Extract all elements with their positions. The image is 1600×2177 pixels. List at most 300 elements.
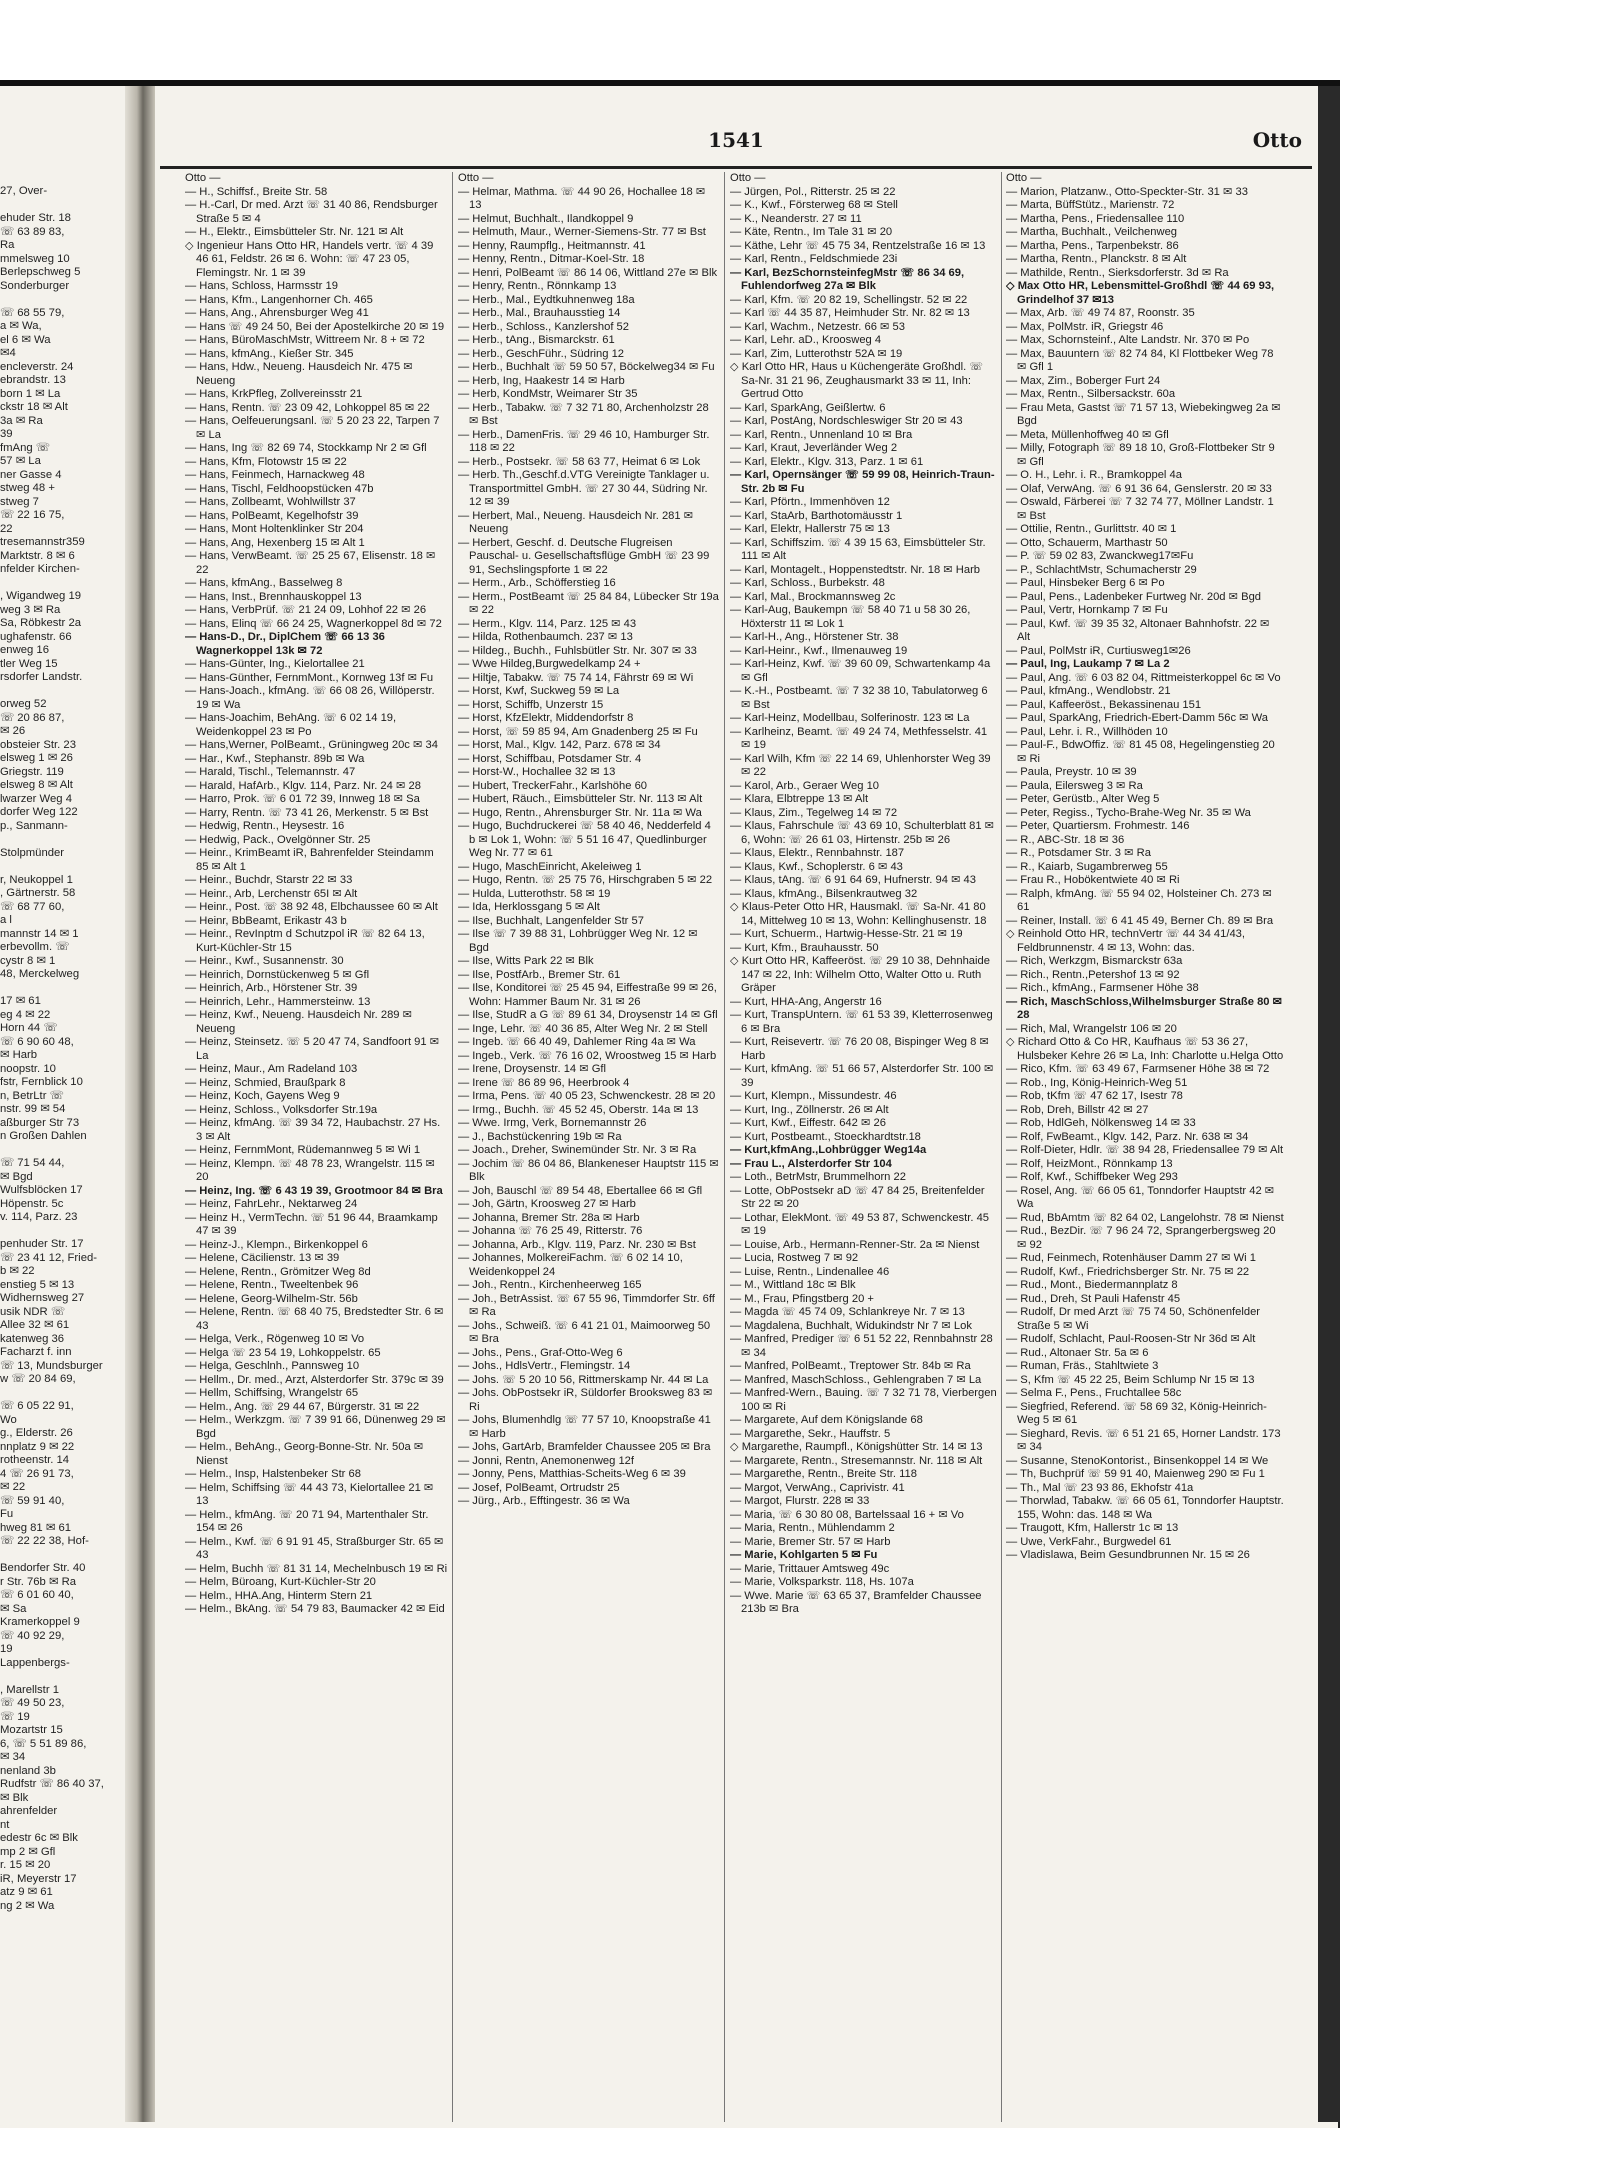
directory-entry: — Vladislawa, Beim Gesundbrunnen Nr. 15 ✉ 26	[1006, 1549, 1250, 1561]
directory-entry: — Helmar, Mathma. ☏ 44 90 26, Hochallee 18 ✉ 13	[458, 185, 706, 211]
directory-entry: — Kurt, Kwf., Eiffestr. 642 ✉ 26	[730, 1117, 886, 1129]
directory-entry: — R., Potsdamer Str. 3 ✉ Ra	[1006, 847, 1151, 859]
left-page-line: Berlepschweg 5	[0, 266, 81, 278]
directory-entry: — Rud., Dreh, St Pauli Hafenstr 45	[1006, 1292, 1181, 1305]
left-page-line: ✉4	[0, 347, 16, 359]
directory-entry: — Max, Rentn., Silbersackstr. 60a	[1006, 388, 1176, 400]
directory-entry: — Horst, Mal., Klgv. 142, Parz. 678 ✉ 34	[458, 739, 661, 751]
directory-entry: — Oswald, Färberei ☏ 7 32 74 77, Möllner Landstr. 1 ✉ Bst	[1006, 496, 1274, 522]
directory-entry: — Paul, Kaffeeröst., Bekassinenau 151	[1006, 698, 1202, 711]
directory-entry: — Jonny, Pens, Matthias-Scheits-Weg 6 ✉ 39	[458, 1468, 686, 1480]
left-page-line: ng 2 ✉ Wa	[0, 1899, 55, 1912]
directory-entry: — Harro, Prok. ☏ 6 01 72 39, Innweg 18 ✉ Sa	[185, 793, 420, 805]
directory-entry: — Hans, Kfm, Flotowstr 15 ✉ 22	[185, 455, 347, 468]
left-page-line: aßburger Str 73	[0, 1116, 80, 1129]
directory-entry: — Rudolf, Schlacht, Paul-Roosen-Str Nr 36d ✉ Alt	[1006, 1333, 1256, 1345]
directory-entry: — Selma F., Pens., Fruchtallee 58c	[1006, 1387, 1182, 1399]
directory-entry: Otto —	[185, 172, 221, 184]
directory-entry: — Margarethe, Sekr., Hauffstr. 5	[730, 1427, 891, 1440]
directory-entry: — Hans, kfmAng., Basselweg 8	[185, 577, 343, 589]
directory-entry: — Heinz, Klempn. ☏ 48 78 23, Wrangelstr. 115 ✉ 20	[185, 1157, 435, 1183]
directory-entry: — Hans-D., Dr., DiplChem ☏ 66 13 36 Wagnerkoppel 13k ✉ 72	[185, 631, 385, 657]
left-page-line: Mozartstr 15	[0, 1724, 63, 1736]
left-page-line	[0, 293, 122, 307]
directory-entry: — Heinrich, Arb., Hörstener Str. 39	[185, 982, 358, 994]
directory-entry: — Ilse, PostfArb., Bremer Str. 61	[458, 968, 621, 981]
directory-column-4	[1006, 172, 1284, 2127]
directory-entry: — Klaus, kfmAng., Bilsenkrautweg 32	[730, 887, 918, 900]
directory-entry: — Rudolf, Kwf., Friedrichsberger Str. Nr. 75 ✉ 22	[1006, 1265, 1250, 1278]
directory-entry: — Irmg., Buchh. ☏ 45 52 45, Oberstr. 14a ✉ 13	[458, 1103, 699, 1116]
directory-entry: — Henny, Rentn., Ditmar-Koel-Str. 18	[458, 253, 645, 265]
directory-entry: — Harry, Rentn. ☏ 73 41 26, Merkenstr. 5 ✉ Bst	[185, 806, 429, 819]
directory-entry: — Joh., Rentn., Kirchenheerweg 165	[458, 1279, 642, 1291]
column-rule	[1001, 172, 1002, 2122]
directory-entry: — Herb., DamenFris. ☏ 29 46 10, Hamburger Str. 118 ✉ 22	[458, 428, 710, 454]
left-page-line: a ✉ Wa,	[0, 320, 42, 332]
directory-entry: Otto —	[730, 172, 766, 184]
directory-entry: — Karl, Pförtn., Immenhöven 12	[730, 496, 890, 508]
left-page-line: Wulfsblöcken 17	[0, 1184, 83, 1196]
left-page-line: ☏ 22 16 75,	[0, 509, 65, 521]
left-page-line: v. 114, Parz. 23	[0, 1211, 78, 1223]
directory-entry: — Rudolf, Dr med Arzt ☏ 75 74 50, Schönenfelder Straße 5 ✉ Wi	[1006, 1306, 1261, 1332]
directory-entry: — R., ABC-Str. 18 ✉ 36	[1006, 833, 1125, 846]
directory-entry: — Karl, PostAng, Nordschleswiger Str 20 ✉ 43	[730, 415, 963, 427]
directory-entry: — Kurt, Kfm., Brauhausstr. 50	[730, 941, 879, 954]
left-page-line	[0, 1144, 122, 1158]
directory-entry: — Helene, Georg-Wilhelm-Str. 56b	[185, 1292, 358, 1305]
directory-entry: — Paul, SparkAng, Friedrich-Ebert-Damm 56c ✉ Wa	[1006, 712, 1268, 724]
directory-entry: — Johanna, Arb., Klgv. 119, Parz. Nr. 230 ✉ Bst	[458, 1238, 696, 1251]
directory-entry: — Karl, Mal., Brockmannsweg 2c	[730, 590, 896, 603]
directory-entry: — Hans, Kfm., Langenhorner Ch. 465	[185, 293, 373, 306]
directory-entry: — Paul, Vertr, Hornkamp 7 ✉ Fu	[1006, 604, 1168, 616]
directory-entry: — Josef, PolBeamt, Ortrudstr 25	[458, 1481, 620, 1494]
directory-entry: — Heinz, Ing. ☏ 6 43 19 39, Grootmoor 84 ✉ Bra	[185, 1184, 443, 1197]
directory-entry: — Johs. ObPostsekr iR, Süldorfer Brooksweg 83 ✉ Ri	[458, 1387, 713, 1413]
directory-entry: — Kurt, Postbeamt., Stoeckhardtstr.18	[730, 1130, 921, 1143]
directory-entry: — Kurt, TranspUntern. ☏ 61 53 39, Kletterrosenweg 6 ✉ Bra	[730, 1009, 993, 1035]
directory-entry: — Harald, HafArb., Klgv. 114, Parz. Nr. 24 ✉ 28	[185, 779, 421, 792]
left-page-line: obsteier Str. 23	[0, 738, 76, 751]
directory-entry: — H., Schiffsf., Breite Str. 58	[185, 185, 328, 198]
directory-entry: ◇ Kurt Otto HR, Kaffeeröst. ☏ 29 10 38, Dehnhaide 147 ✉ 22, Inh: Wilhelm Otto, Walter Otto u. Ruth Gräper	[730, 955, 990, 994]
directory-entry: — Herb., Tabakw. ☏ 7 32 71 80, Archenholzstr 28 ✉ Bst	[458, 401, 709, 427]
directory-entry: — Herb., tAng., Bismarckstr. 61	[458, 334, 615, 346]
directory-entry: — Johs., Pens., Graf-Otto-Weg 6	[458, 1346, 623, 1359]
left-page-line: Widhernsweg 27	[0, 1292, 85, 1304]
directory-entry: — Klaus, Kwf., Schoplerstr. 6 ✉ 43	[730, 860, 903, 873]
directory-entry: — Martha, Rentn., Planckstr. 8 ✉ Alt	[1006, 253, 1187, 265]
directory-entry: — Hildeg., Buchh., Fuhlsbütler Str. Nr. 307 ✉ 33	[458, 644, 697, 657]
directory-entry: — Mathilde, Rentn., Sierksdorferstr. 3d ✉ Ra	[1006, 266, 1229, 279]
left-page-line: r. 15 ✉ 20	[0, 1859, 51, 1871]
left-page-line: ehuder Str. 18	[0, 212, 71, 224]
left-page-line: ✉ 34	[0, 1751, 26, 1763]
directory-entry: — Heinz, FernmMont, Rüdemannweg 5 ✉ Wi 1	[185, 1144, 421, 1156]
directory-entry: — Karl-Heinz, Modellbau, Solferinostr. 123 ✉ La	[730, 712, 970, 724]
directory-entry: — Rico, Kfm. ☏ 63 49 67, Farmsener Höhe 38 ✉ 72	[1006, 1063, 1270, 1075]
directory-entry: — Maria, Rentn., Mühlendamm 2	[730, 1522, 895, 1534]
header-rule	[160, 166, 1312, 169]
directory-entry: — Martha, Pens., Tarpenbekstr. 86	[1006, 239, 1179, 252]
directory-entry: — Rich, MaschSchloss,Wilhelmsburger Straße 80 ✉ 28	[1006, 995, 1282, 1021]
directory-entry: — Harald, Tischl., Telemannstr. 47	[185, 766, 356, 778]
directory-entry: — Irma, Pens. ☏ 40 05 23, Schwenckestr. 28 ✉ 20	[458, 1090, 716, 1102]
directory-entry: — Uwe, VerkFahr., Burgwedel 61	[1006, 1535, 1172, 1548]
directory-entry: — Marie, Volksparkstr. 118, Hs. 107a	[730, 1576, 914, 1588]
left-page-line: stweg 7	[0, 495, 39, 508]
directory-entry: — Hulda, Lutterothstr. 58 ✉ 19	[458, 887, 611, 900]
directory-entry: — Heinz-J., Klempn., Birkenkoppel 6	[185, 1238, 368, 1251]
directory-entry: — Hans, Feinmech, Harnackweg 48	[185, 469, 365, 481]
column-rule	[452, 172, 453, 2122]
page-number: 1541	[708, 128, 764, 152]
directory-entry: — Frau L., Alsterdorfer Str 104	[730, 1157, 892, 1170]
directory-entry: — Irene ☏ 86 89 96, Heerbrook 4	[458, 1076, 630, 1089]
directory-entry: — Horst, Schiffbau, Potsdamer Str. 4	[458, 752, 642, 765]
left-page-line: ☏ 49 50 23,	[0, 1697, 65, 1709]
directory-entry: — Klaus, Fahrschule ☏ 43 69 10, Schulterblatt 81 ✉ 6, Wohn: ☏ 26 61 03, Hirtenstr. 25b ✉ 26	[730, 820, 995, 846]
column-rule	[724, 172, 725, 2122]
directory-entry: — J., Bachstückenring 19b ✉ Ra	[458, 1130, 622, 1143]
left-page-line: ✉ Blk	[0, 1791, 29, 1804]
directory-entry: — Ruman, Fräs., Stahltwiete 3	[1006, 1360, 1159, 1372]
left-page-line	[0, 1670, 122, 1684]
left-page-line: Stolpmünder	[0, 846, 65, 859]
directory-entry: — Marie, Bremer Str. 57 ✉ Harb	[730, 1535, 891, 1548]
directory-entry: — Ilse, Konditorei ☏ 25 45 94, Eiffestraße 99 ✉ 26, Wohn: Hammer Baum Nr. 31 ✉ 26	[458, 982, 717, 1008]
directory-entry: — Max, Zim., Boberger Furt 24	[1006, 374, 1161, 387]
left-page-line: ebrandstr. 13	[0, 374, 66, 386]
directory-entry: — Hubert, TreckerFahr., Karlshöhe 60	[458, 779, 648, 792]
directory-entry: — Hans-Günter, Ing., Kielortallee 21	[185, 658, 365, 670]
directory-entry: — Margot, VerwAng., Caprivistr. 41	[730, 1481, 905, 1494]
directory-entry: — Helm., BehAng., Georg-Bonne-Str. Nr. 50a ✉ Nienst	[185, 1441, 424, 1467]
directory-entry: — Karl, Rentn., Feldschmiede 23i	[730, 253, 898, 265]
left-page-line: fmAng ☏	[0, 441, 50, 454]
directory-entry: — Siegfried, Referend. ☏ 58 69 32, König-Heinrich-Weg 5 ✉ 61	[1006, 1400, 1267, 1426]
left-page-line: dorfer Weg 122	[0, 806, 78, 818]
directory-entry: — Karl, Schloss., Burbekstr. 48	[730, 577, 885, 589]
directory-entry: — Hans, BüroMaschMstr, Wittreem Nr. 8 + ✉ 72	[185, 334, 425, 346]
left-page-line: weg 3 ✉ Ra	[0, 603, 61, 616]
directory-entry: — Hilda, Rothenbaumch. 237 ✉ 13	[458, 631, 633, 643]
left-page-line: ☏ 71 54 44,	[0, 1157, 65, 1169]
left-page-fragment	[0, 185, 122, 2110]
left-page-line: Ra	[0, 239, 15, 251]
left-page-line: eg 4 ✉ 22	[0, 1008, 51, 1021]
left-page-line: 39	[0, 428, 13, 440]
directory-entry: — Heinr., Kwf., Susannenstr. 30	[185, 955, 344, 967]
directory-entry: — Ilse ☏ 7 39 88 31, Lohbrügger Weg Nr. 12 ✉ Bgd	[458, 928, 698, 954]
directory-entry: — Helm., HHA.Ang, Hinterm Stern 21	[185, 1589, 373, 1602]
directory-entry: — Jonni, Rentn, Anemonenweg 12f	[458, 1454, 635, 1467]
directory-entry: — Karl-H., Ang., Hörstener Str. 38	[730, 631, 899, 643]
left-page-line: encleverstr. 24	[0, 360, 74, 373]
left-page-line: born 1 ✉ La	[0, 387, 61, 400]
directory-entry: — Karl, StaArb, Barthotomäusstr 1	[730, 509, 903, 522]
directory-entry: — Karl-Aug, Baukempn ☏ 58 40 71 u 58 30 26, Höxterstr 11 ✉ Lok 1	[730, 604, 971, 630]
left-page-line: ner Gasse 4	[0, 468, 62, 481]
directory-entry: — Heinr., Arb, Lerchenstr 65I ✉ Alt	[185, 887, 358, 900]
directory-entry: — Max, Schornsteinf., Alte Landstr. Nr. 370 ✉ Po	[1006, 334, 1250, 346]
left-page-line: ☏ 13, Mundsburger	[0, 1359, 103, 1372]
left-page-line: g., Elderstr. 26	[0, 1427, 73, 1439]
directory-entry: — Karl, SparkAng, Geißlertw. 6	[730, 401, 886, 414]
left-page-line: atz 9 ✉ 61	[0, 1886, 53, 1898]
directory-entry: — Hans, Elinq ☏ 66 24 25, Wagnerkoppel 8d ✉ 72	[185, 617, 442, 630]
directory-entry: — Hans, Schloss, Harmsstr 19	[185, 280, 338, 292]
left-page-line	[0, 833, 122, 847]
directory-entry: — Lotte, ObPostsekr aD ☏ 47 84 25, Breitenfelder Str 22 ✉ 20	[730, 1184, 985, 1210]
directory-entry: — Heinz, Koch, Gayens Weg 9	[185, 1090, 340, 1102]
directory-entry: — Helene, Rentn. ☏ 68 40 75, Bredstedter Str. 6 ✉ 43	[185, 1306, 444, 1332]
directory-entry: — Rob, Dreh, Billstr 42 ✉ 27	[1006, 1103, 1149, 1116]
left-page-line: mp 2 ✉ Gfl	[0, 1845, 56, 1858]
left-page-line: el 6 ✉ Wa	[0, 333, 51, 346]
left-page-line: Fu	[0, 1508, 14, 1520]
directory-entry: — Loth., BetrMstr, Brummelhorn 22	[730, 1171, 906, 1183]
left-page-line: , Marellstr 1	[0, 1683, 60, 1696]
directory-entry: — Karl, BezSchornsteinfegMstr ☏ 86 34 69, Fuhlendorfweg 27a ✉ Blk	[730, 266, 965, 292]
directory-entry: — Karl, Montagelt., Hoppenstedtstr. Nr. 18 ✉ Harb	[730, 563, 981, 576]
directory-entry: — Hans, Zollbeamt, Wohlwillstr 37	[185, 496, 356, 508]
directory-entry: — Kurt,kfmAng.,Lohbrügger Weg14a	[730, 1144, 927, 1156]
directory-entry: — Johs., HdlsVertr., Flemingstr. 14	[458, 1360, 631, 1372]
left-page-line: Horn 44 ☏	[0, 1022, 58, 1034]
left-page-line: r Str. 76b ✉ Ra	[0, 1575, 77, 1588]
directory-entry: — Ingeb. ☏ 66 40 49, Dahlemer Ring 4a ✉ Wa	[458, 1036, 696, 1048]
directory-entry: — Helm, Schiffsing ☏ 44 43 73, Kielortallee 21 ✉ 13	[185, 1481, 434, 1507]
directory-entry: — Rud., BezDir. ☏ 7 96 24 72, Sprangerbergsweg 20 ✉ 92	[1006, 1225, 1276, 1251]
directory-entry: — Magda ☏ 45 74 09, Schlankreye Nr. 7 ✉ 13	[730, 1306, 965, 1318]
left-page-line: ✉ 26	[0, 725, 26, 737]
directory-entry: — Paul, kfmAng., Wendlobstr. 21	[1006, 685, 1171, 697]
directory-entry: — Manfred, PolBeamt., Treptower Str. 84b ✉ Ra	[730, 1360, 971, 1372]
directory-entry: — Heinz H., VermTechn. ☏ 51 96 44, Braamkamp 47 ✉ 39	[185, 1211, 438, 1237]
directory-entry: — Helmuth, Maur., Werner-Siemens-Str. 77 ✉ Bst	[458, 226, 706, 238]
left-page-line: w ☏ 20 84 69,	[0, 1373, 76, 1385]
directory-entry: — Hans, Tischl, Feldhoopstücken 47b	[185, 482, 374, 495]
directory-entry: — Joh., BetrAssist. ☏ 67 55 96, Timmdorfer Str. 6ff ✉ Ra	[458, 1292, 715, 1318]
directory-entry: — Karl, Rentn., Unnenland 10 ✉ Bra	[730, 428, 913, 441]
left-page-line: enstieg 5 ✉ 13	[0, 1278, 75, 1291]
directory-entry: — Jürgen, Pol., Ritterstr. 25 ✉ 22	[730, 185, 896, 198]
left-page-line: nenland 3b	[0, 1764, 56, 1777]
directory-entry: — Rolf-Dieter, Hdlr. ☏ 38 94 28, Friedensallee 79 ✉ Alt	[1006, 1144, 1284, 1156]
directory-entry: — Hans, VerwBeamt. ☏ 25 25 67, Elisenstr. 18 ✉ 22	[185, 550, 436, 576]
left-page-line: hweg 81 ✉ 61	[0, 1521, 72, 1534]
directory-entry: — Helga ☏ 23 54 19, Lohkoppelstr. 65	[185, 1346, 381, 1359]
left-page-line: p., Sanmann-	[0, 819, 68, 832]
directory-entry: — Frau Meta, Gastst ☏ 71 57 13, Wiebekingweg 2a ✉ Bgd	[1006, 401, 1281, 427]
directory-entry: — Luise, Rentn., Lindenallee 46	[730, 1265, 890, 1278]
directory-entry: — Ottilie, Rentn., Gurlittstr. 40 ✉ 1	[1006, 523, 1177, 535]
left-page-line: ✉ 22	[0, 1481, 26, 1493]
directory-entry: — Horst, KfzElektr, Middendorfstr 8	[458, 712, 634, 724]
left-page-line: nt	[0, 1818, 10, 1831]
left-page-line: ☏ 59 91 40,	[0, 1494, 65, 1507]
directory-entry: — Helga, Geschlnh., Pannsweg 10	[185, 1360, 360, 1372]
directory-entry: — Heinr., Buchdr, Starstr 22 ✉ 33	[185, 874, 353, 886]
left-page-line	[0, 1549, 122, 1563]
directory-entry: ◇ Richard Otto & Co HR, Kaufhaus ☏ 53 36 27, Hulsbeker Kehre 26 ✉ La, Inh: Charlotte u.Helga Otto	[1006, 1036, 1284, 1062]
left-page-line: ☏ 23 41 12, Fried-	[0, 1251, 98, 1264]
directory-entry: — Hans-Joachim, BehAng. ☏ 6 02 14 19, Weidenkoppel 23 ✉ Po	[185, 712, 397, 738]
directory-entry: — Helm., Insp, Halstenbeker Str 68	[185, 1468, 361, 1480]
left-page-line: Sonderburger	[0, 279, 70, 292]
left-page-line: ahrenfelder	[0, 1805, 58, 1817]
directory-entry: — Rob, HdlGeh, Nölkensweg 14 ✉ 33	[1006, 1117, 1196, 1129]
directory-entry: — K., Kwf., Försterweg 68 ✉ Stell	[730, 199, 898, 211]
directory-entry: ◇ Klaus-Peter Otto HR, Hausmakl. ☏ Sa-Nr. 41 80 14, Mittelweg 10 ✉ 13, Wohn: Kellinghusenstr. 18	[730, 901, 987, 927]
left-page-line	[0, 199, 122, 213]
left-page-line: katenweg 36	[0, 1332, 65, 1345]
directory-entry: — Johanna ☏ 76 25 49, Ritterstr. 76	[458, 1225, 643, 1237]
directory-entry: — Wwe. Marie ☏ 63 65 37, Bramfelder Chaussee 213b ✉ Bra	[730, 1589, 982, 1615]
directory-entry: — Marta, BüffStütz., Marienstr. 72	[1006, 199, 1175, 211]
directory-entry: — Heinr, BbBeamt, Erikastr 43 b	[185, 914, 347, 927]
directory-entry: — Helm., Kwf. ☏ 6 91 91 45, Straßburger Str. 65 ✉ 43	[185, 1535, 444, 1561]
directory-entry: — H., Elektr., Eimsbütteler Str. Nr. 121 ✉ Alt	[185, 226, 404, 238]
directory-entry: — Helm, Büroang, Kurt-Küchler-Str 20	[185, 1576, 376, 1588]
directory-entry: — Herb., Mal., Brauhausstieg 14	[458, 307, 621, 319]
directory-entry: — K.-H., Postbeamt. ☏ 7 32 38 10, Tabulatorweg 6 ✉ Bst	[730, 685, 988, 711]
directory-entry: — Herb. Th.,Geschf.d.VTG Vereinigte Tanklager u. Transportmittel GmbH. ☏ 27 30 44, Südring Nr. 12 ✉ 39	[458, 469, 710, 508]
left-page-line: tresemannstr359	[0, 536, 85, 548]
left-page-line: Facharzt f. inn	[0, 1346, 72, 1358]
directory-entry: — Helmut, Buchhalt., Ilandkoppel 9	[458, 212, 634, 225]
directory-entry: — Heinz, FahrLehr., Nektarweg 24	[185, 1198, 358, 1210]
directory-entry: Otto —	[458, 172, 494, 184]
page-edge	[1318, 86, 1340, 2122]
directory-column-3	[730, 172, 998, 2127]
left-page-line: fstr, Fernblick 10	[0, 1076, 83, 1088]
directory-entry: — Karl, Elektr, Hallerstr 75 ✉ 13	[730, 523, 890, 535]
left-page-line: ☏ 63 89 83,	[0, 225, 65, 238]
directory-entry: — Karl ☏ 44 35 87, Heimhuder Str. Nr. 82 ✉ 13	[730, 307, 970, 319]
directory-entry: ◇ Karl Otto HR, Haus u Küchengeräte Großhdl. ☏ Sa-Nr. 31 21 96, Zeughausmarkt 33 ✉ 11, Inh: Gertrud Otto	[730, 361, 984, 400]
directory-entry: — Herm., Klgv. 114, Parz. 125 ✉ 43	[458, 617, 637, 630]
directory-entry: — Max, PolMstr. iR, Griegstr 46	[1006, 320, 1164, 333]
directory-entry: — Rob, tKfm ☏ 47 62 17, Isestr 78	[1006, 1090, 1183, 1102]
directory-entry: — Hiltje, Tabakw. ☏ 75 74 14, Fährstr 69 ✉ Wi	[458, 671, 694, 684]
directory-entry: — Paul, Lehr. i. R., Willhöden 10	[1006, 725, 1168, 738]
left-page-line: Bendorfer Str. 40	[0, 1562, 86, 1574]
left-page-line: n, BetrLtr ☏	[0, 1089, 64, 1102]
directory-entry: — Rob., Ing, König-Heinrich-Weg 51	[1006, 1076, 1188, 1089]
left-page-line: 22	[0, 522, 13, 535]
left-page-line: elsweg 8 ✉ Alt	[0, 779, 73, 791]
left-page-line: ckstr 18 ✉ Alt	[0, 401, 68, 413]
directory-entry: — Inge, Lehr. ☏ 40 36 85, Alter Weg Nr. 2 ✉ Stell	[458, 1022, 708, 1035]
directory-entry: — R., Kaiarb, Sugambrerweg 55	[1006, 860, 1168, 873]
directory-entry: — Hans, PolBeamt, Kegelhofstr 39	[185, 509, 359, 522]
left-page-line: ✉ Sa	[0, 1602, 27, 1615]
directory-entry: — Kurt, HHA-Ang, Angerstr 16	[730, 995, 882, 1008]
book-gutter	[125, 86, 155, 2122]
directory-entry: — Ilse, StudR a G ☏ 89 61 34, Droysenstr 14 ✉ Gfl	[458, 1009, 718, 1021]
directory-entry: — Heinrich, Lehr., Hammersteinw. 13	[185, 995, 371, 1008]
directory-entry: — Susanne, StenoKontorist., Binsenkoppel 14 ✉ We	[1006, 1454, 1269, 1467]
left-page-line: tler Weg 15	[0, 657, 58, 670]
directory-entry: — Heinz, Schloss., Volksdorfer Str.19a	[185, 1103, 378, 1116]
directory-entry: — Rich., Rentn.,Petershof 13 ✉ 92	[1006, 968, 1180, 981]
directory-entry: — Meta, Müllenhoffweg 40 ✉ Gfl	[1006, 428, 1169, 441]
left-page-line: nfelder Kirchen-	[0, 563, 80, 575]
directory-entry: — Margarete, Auf dem Königslande 68	[730, 1414, 923, 1426]
directory-entry: — Hans, Oelfeuerungsanl. ☏ 5 20 23 22, Tarpen 7 ✉ La	[185, 415, 440, 441]
left-page-line: mannstr 14 ✉ 1	[0, 927, 79, 940]
page-header	[160, 128, 1312, 160]
directory-entry: — Horst, ☏ 59 85 94, Am Gnadenberg 25 ✉ Fu	[458, 725, 698, 738]
directory-entry: — Marion, Platzanw., Otto-Speckter-Str. 31 ✉ 33	[1006, 185, 1248, 198]
directory-entry: — Hans, VerbPrüf. ☏ 21 24 09, Lohhof 22 ✉ 26	[185, 604, 427, 616]
directory-entry: — Hans-Günther, FernmMont., Kornweg 13f ✉ Fu	[185, 671, 434, 684]
left-page-line: ☏ 22 22 38, Hof-	[0, 1535, 89, 1547]
directory-entry: — Karl-Heinz, Kwf. ☏ 39 60 09, Schwartenkamp 4a ✉ Gfl	[730, 658, 991, 684]
directory-entry: — Martha, Buchhalt., Veilchenweg	[1006, 226, 1178, 238]
directory-entry: — Helene, Cäcilienstr. 13 ✉ 39	[185, 1252, 340, 1264]
directory-entry: — Martha, Pens., Friedensallee 110	[1006, 212, 1185, 225]
directory-entry: — Kurt, Schuerm., Hartwig-Hesse-Str. 21 ✉ 19	[730, 928, 963, 940]
directory-entry: — Herb., Mal., Eydtkuhnenweg 18a	[458, 293, 635, 306]
directory-column-1	[185, 172, 448, 2127]
directory-entry: — Paul, Kwf. ☏ 39 35 32, Altonaer Bahnhofstr. 22 ✉ Alt	[1006, 617, 1270, 643]
directory-entry: — Karl, Lehr. aD., Kroosweg 4	[730, 334, 882, 346]
directory-entry: — Johs., Schweiß. ☏ 6 41 21 01, Maimoorweg 50 ✉ Bra	[458, 1319, 711, 1345]
directory-entry: — Milly, Fotograph ☏ 89 18 10, Groß-Flottbeker Str 9 ✉ Gfl	[1006, 442, 1275, 468]
left-page-line: n Großen Dahlen	[0, 1130, 87, 1142]
directory-entry: — Lothar, ElekMont. ☏ 49 53 87, Schwenckestr. 45 ✉ 19	[730, 1211, 990, 1237]
directory-entry: — O. H., Lehr. i. R., Bramkoppel 4a	[1006, 469, 1182, 481]
directory-entry: — Rolf, Kwf., Schiffbeker Weg 293	[1006, 1171, 1178, 1183]
directory-entry: — Horst-W., Hochallee 32 ✉ 13	[458, 766, 616, 778]
directory-entry: — Hans, kfmAng., Kießer Str. 345	[185, 347, 354, 360]
left-page-line: Höpenstr. 5c	[0, 1197, 64, 1210]
directory-entry: — Th., Mal ☏ 23 93 86, Ekhofstr 41a	[1006, 1481, 1194, 1494]
directory-entry: — Hubert, Räuch., Eimsbütteler Str. Nr. 113 ✉ Alt	[458, 793, 703, 805]
directory-entry: — Hans ☏ 49 24 50, Bei der Apostelkirche 20 ✉ 19	[185, 320, 445, 333]
left-page-line: Kramerkoppel 9	[0, 1616, 80, 1628]
directory-entry: — M., Frau, Pfingstberg 20 +	[730, 1292, 874, 1305]
directory-entry: — Henry, Rentn., Rönnkamp 13	[458, 280, 617, 292]
directory-entry: — H.-Carl, Dr med. Arzt ☏ 31 40 86, Rendsburger Straße 5 ✉ 4	[185, 199, 438, 225]
directory-entry: — Hans, Ang, Hexenberg 15 ✉ Alt 1	[185, 536, 365, 549]
directory-entry: — Rud, Feinmech, Rotenhäuser Damm 27 ✉ Wi 1	[1006, 1252, 1256, 1264]
directory-entry: — Karl, Kraut, Jeverländer Weg 2	[730, 442, 898, 454]
directory-entry: — Johs, Blumenhdlg ☏ 77 57 10, Knoopstraße 41 ✉ Harb	[458, 1414, 711, 1440]
directory-entry: — Johs, GartArb, Bramfelder Chaussee 205 ✉ Bra	[458, 1441, 711, 1453]
left-page-line: 48, Merckelweg	[0, 968, 80, 980]
directory-entry: — Max, Bauuntern ☏ 82 74 84, Kl Flottbeker Weg 78 ✉ Gfl 1	[1006, 347, 1274, 373]
left-page-line: orweg 52	[0, 698, 47, 710]
directory-entry: — Hedwig, Rentn., Heysestr. 16	[185, 820, 345, 832]
directory-entry: — Karlheinz, Beamt. ☏ 49 24 74, Methfesselstr. 41 ✉ 19	[730, 725, 988, 751]
directory-entry: — Kurt, Reisevertr. ☏ 76 20 08, Bispinger Weg 8 ✉ Harb	[730, 1036, 989, 1062]
directory-entry: — Paul, Pens., Ladenbeker Furtweg Nr. 20d ✉ Bgd	[1006, 590, 1262, 603]
directory-entry: — Margot, Flurstr. 228 ✉ 33	[730, 1495, 870, 1507]
directory-entry: — Heinz, Schmied, Braußpark 8	[185, 1076, 346, 1089]
left-page-line: rsdorfer Landstr.	[0, 671, 83, 683]
left-page-line	[0, 685, 122, 699]
directory-entry: — Herbert, Mal., Neueng. Hausdeich Nr. 281 ✉ Neueng	[458, 509, 694, 535]
directory-entry: — Klara, Elbtreppe 13 ✉ Alt	[730, 793, 869, 805]
directory-entry: — Käthe, Lehr ☏ 45 75 34, Rentzelstraße 16 ✉ 13	[730, 239, 986, 252]
directory-entry: — K., Neanderstr. 27 ✉ 11	[730, 212, 862, 225]
